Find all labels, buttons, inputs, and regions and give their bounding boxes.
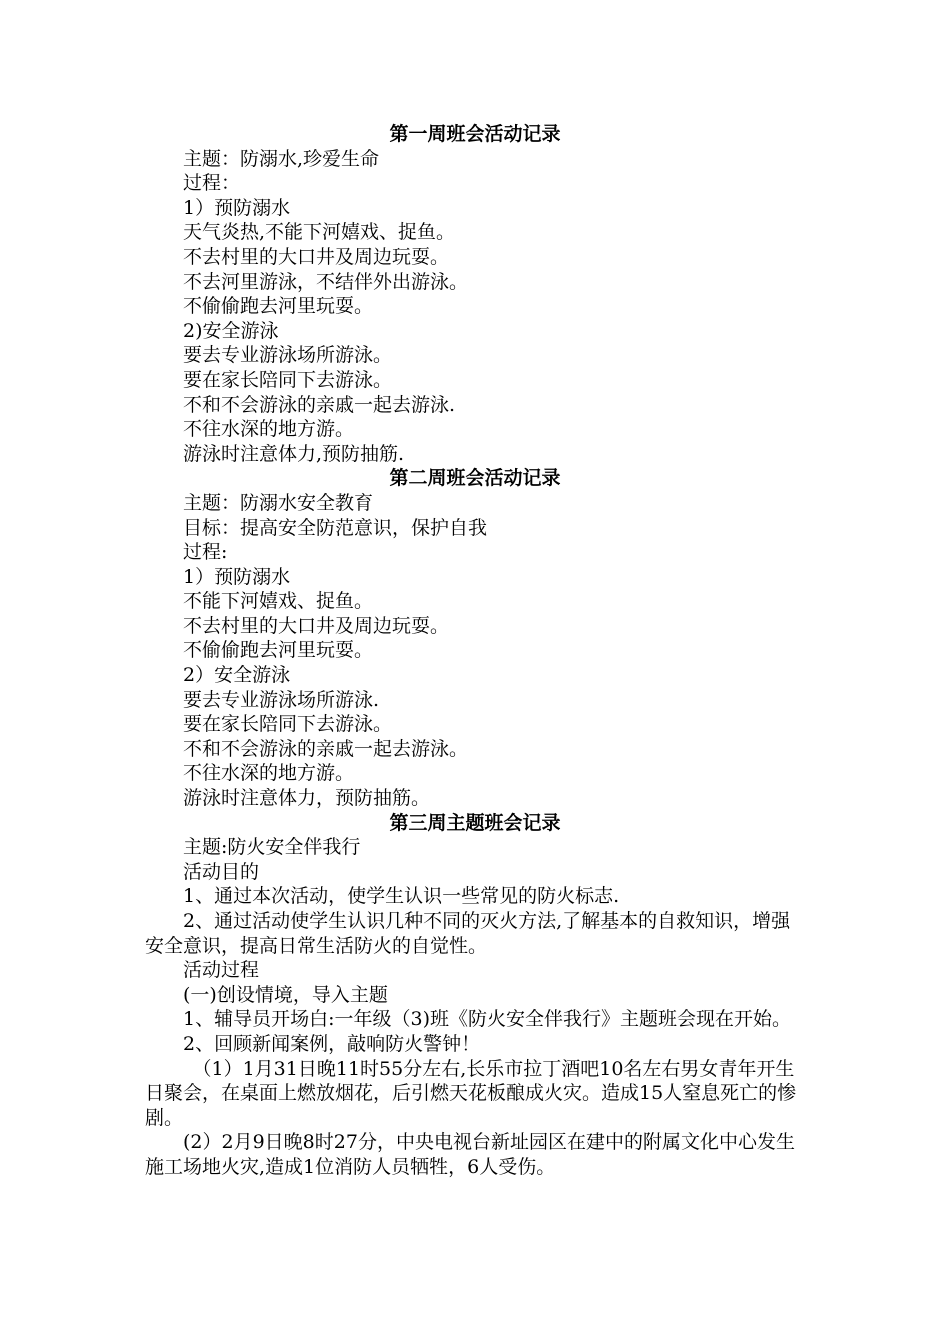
section-3-line: (2）2月9日晚8时27分，中央电视台新址园区在建中的附属文化中心发生施工场地火灾,造成1位消防人员牺牲，6人受伤。	[145, 1131, 795, 1178]
section-2-line: 要去专业游泳场所游泳.	[183, 688, 380, 711]
section-1-line: 不往水深的地方游。	[183, 418, 355, 441]
section-1-line: 不去村里的大口井及周边玩耍。	[183, 245, 450, 268]
section-3-line: 活动目的	[183, 860, 260, 883]
section-2-line: 不和不会游泳的亲戚一起去游泳。	[183, 737, 469, 760]
section-1-title: 第一周班会活动记录	[389, 123, 561, 145]
section-3-line: 活动过程	[183, 959, 260, 982]
section-3-line: 1、通过本次活动，使学生认识一些常见的防火标志.	[183, 885, 620, 908]
section-1-line: 游泳时注意体力,预防抽筋.	[183, 442, 405, 465]
section-2-line: 过程:	[183, 541, 228, 564]
section-1-line: 要去专业游泳场所游泳。	[183, 344, 393, 367]
section-2-line: 不去村里的大口井及周边玩耍。	[183, 614, 450, 637]
section-2-line: 主题：防溺水安全教育	[183, 491, 374, 514]
section-2-title: 第二周班会活动记录	[389, 467, 561, 490]
section-1-line: 不和不会游泳的亲戚一起去游泳.	[183, 393, 456, 416]
document-page	[145, 122, 805, 1180]
section-2-line: 不能下河嬉戏、捉鱼。	[183, 590, 374, 613]
section-3-title: 第三周主题班会记录	[389, 811, 561, 834]
section-3-line: 2、回顾新闻案例，敲响防火警钟！	[183, 1032, 481, 1055]
section-3-line: 2、通过活动使学生认识几种不同的灭火方法,了解基本的自救知识，增强安全意识，提高日常生活防火的自觉性。	[145, 910, 791, 957]
section-1-line: 天气炎热,不能下河嬉戏、捉鱼。	[183, 221, 456, 244]
section-1-line: 不去河里游泳，不结伴外出游泳。	[183, 270, 469, 293]
section-2-line: 游泳时注意体力，预防抽筋。	[183, 787, 431, 810]
section-2-line: 目标：提高安全防范意识，保护自我	[183, 516, 488, 539]
section-1-line: 2)安全游泳	[183, 319, 279, 342]
section-2-line: 要在家长陪同下去游泳。	[183, 713, 393, 736]
section-2-line: 2）安全游泳	[183, 664, 291, 687]
section-3-line: 主题:防火安全伴我行	[183, 836, 361, 859]
section-1-line: 主题：防溺水,珍爱生命	[183, 147, 380, 170]
section-2-line: 1）预防溺水	[183, 565, 291, 588]
section-1-line: 不偷偷跑去河里玩耍。	[183, 295, 374, 318]
section-3-line: 1、辅导员开场白:一年级（3)班《防火安全伴我行》主题班会现在开始。	[183, 1008, 791, 1031]
section-1-line: 过程：	[183, 172, 241, 195]
section-1-line: 1）预防溺水	[183, 196, 291, 219]
section-2-line: 不偷偷跑去河里玩耍。	[183, 639, 374, 662]
section-1-line: 要在家长陪同下去游泳。	[183, 368, 393, 391]
section-3-line: (一)创设情境，导入主题	[183, 983, 388, 1006]
section-2-line: 不往水深的地方游。	[183, 762, 355, 785]
section-3-line: （1）1月31日晚11时55分左右,长乐市拉丁酒吧10名左右男女青年开生日聚会，在桌面上燃放烟花，后引燃天花板酿成火灾。造成15人窒息死亡的惨剧。	[145, 1057, 797, 1129]
